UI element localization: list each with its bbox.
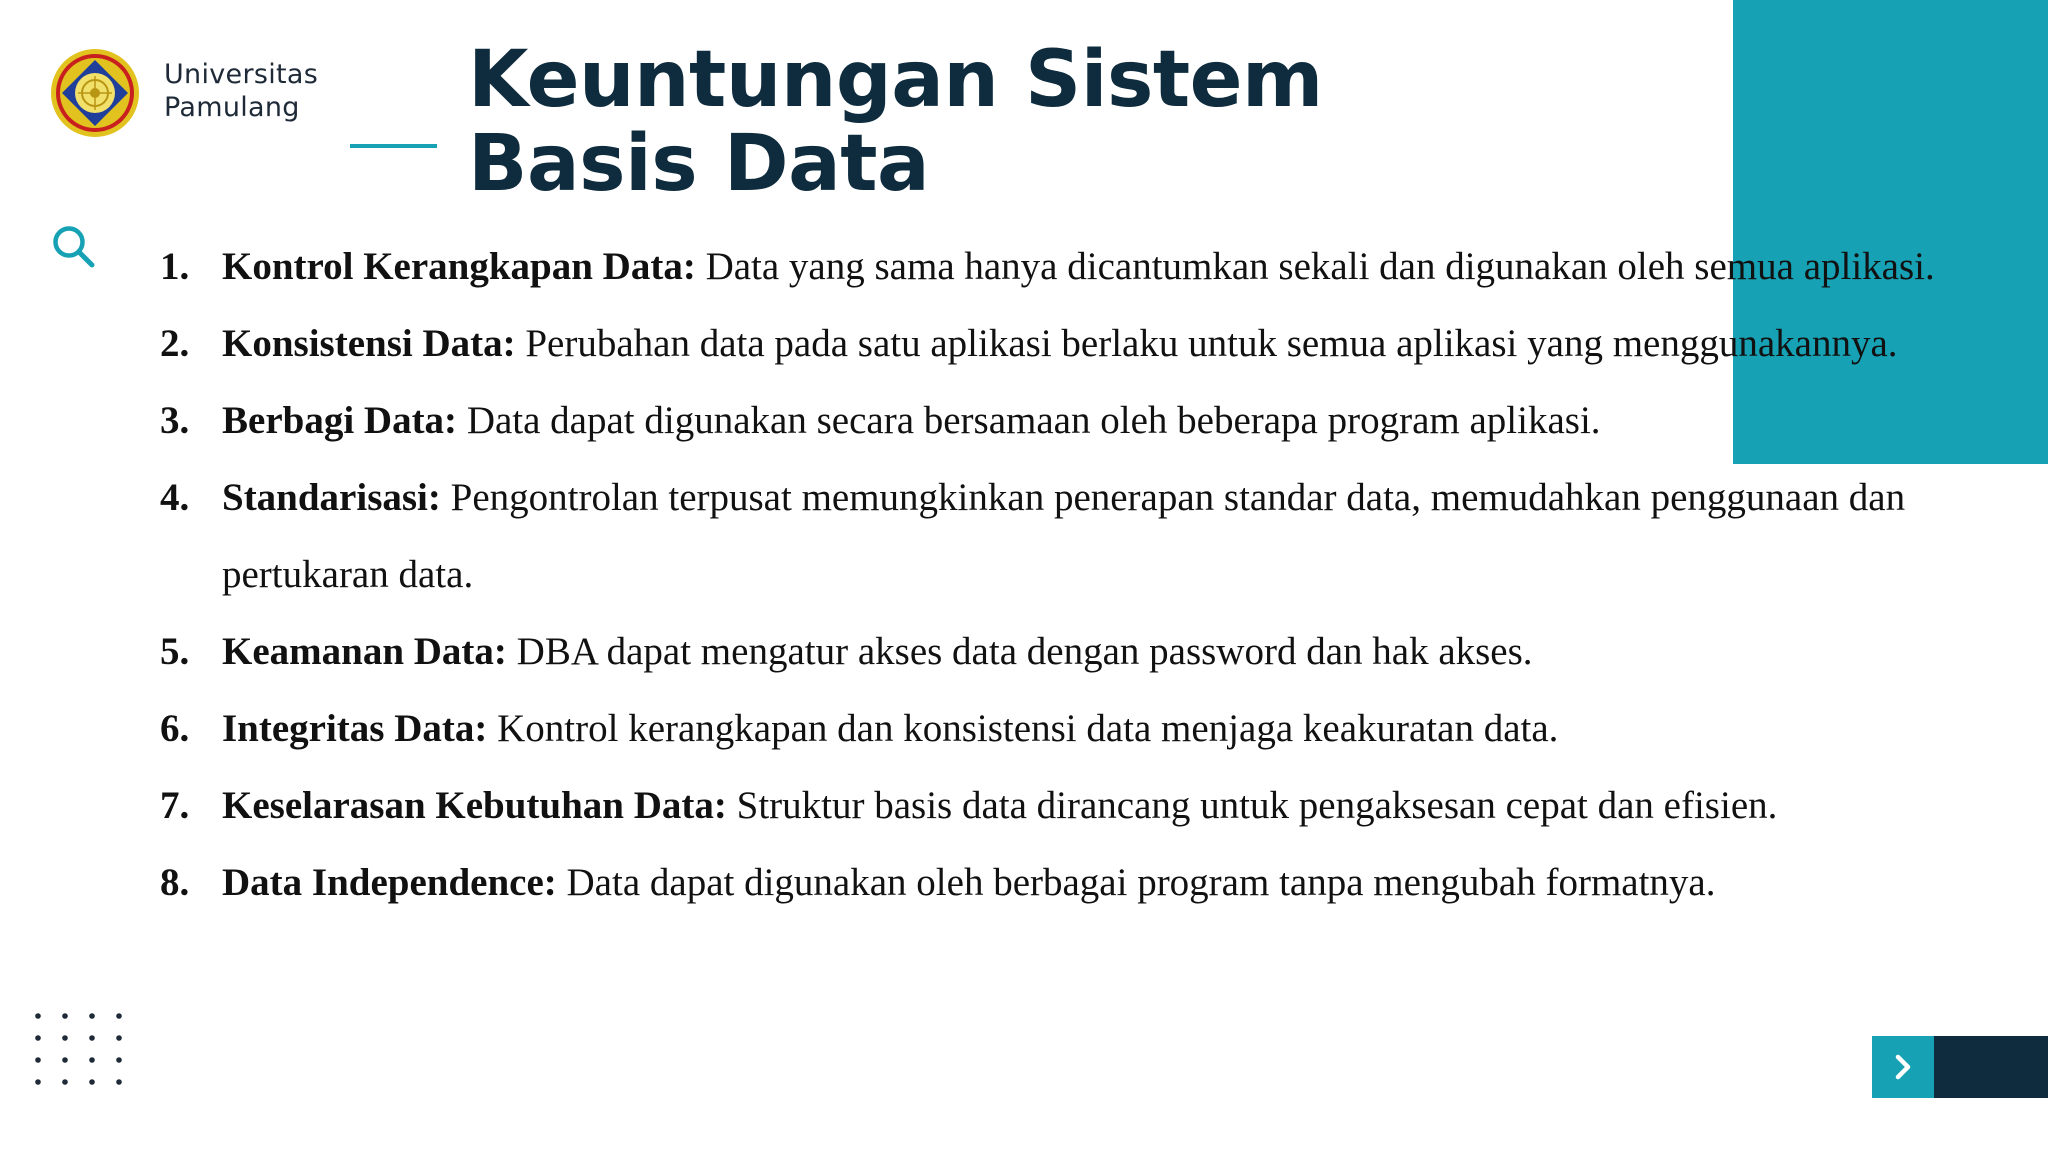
list-item-number: 2. [160,322,190,365]
list-item [160,305,1960,382]
list-item [160,382,1960,459]
list-item-description: Perubahan data pada satu aplikasi berlaku untuk semua aplikasi yang menggunakannya. [515,322,1898,365]
list-item-number: 8. [160,861,190,904]
title-accent-line [350,144,437,148]
list-item [160,767,1960,844]
list-item-description: Struktur basis data dirancang untuk pengaksesan cepat dan efisien. [726,784,1778,827]
next-slide-button[interactable] [1872,1036,1934,1098]
slide-title-line2: Basis Data [468,119,930,209]
list-item [160,459,1960,613]
decorative-dots [30,1008,140,1092]
list-item [160,613,1960,690]
slide-title-line1: Keuntungan Sistem [468,35,1323,125]
list-item-term: Keamanan Data: [222,630,507,673]
list-item-number: 1. [160,245,190,288]
university-name-line1: Universitas [164,59,319,90]
list-item-description: Data dapat digunakan oleh berbagai program tanpa mengubah formatnya. [556,861,1716,904]
list-item-term: Berbagi Data: [222,399,458,442]
slide-title [468,35,1323,209]
chevron-right-icon [1888,1052,1918,1082]
list-item-term: Kontrol Kerangkapan Data: [222,245,696,288]
list-item-term: Keselarasan Kebutuhan Data: [222,784,727,827]
list-item-description: Pengontrolan terpusat memungkinkan penerapan standar data, memudahkan penggunaan dan pertukaran data. [222,476,1906,596]
list-item-number: 7. [160,784,190,827]
list-item-number: 4. [160,476,190,519]
list-item-description: Data dapat digunakan secara bersamaan oleh beberapa program aplikasi. [457,399,1601,442]
list-item-number: 6. [160,707,190,750]
list-item-term: Integritas Data: [222,707,488,750]
list-item-term: Standarisasi: [222,476,441,519]
list-item-description: Data yang sama hanya dicantumkan sekali dan digunakan oleh semua aplikasi. [695,245,1935,288]
list-item-term: Konsistensi Data: [222,322,516,365]
list-item-term: Data Independence: [222,861,557,904]
list-item-number: 5. [160,630,190,673]
list-item-description: Kontrol kerangkapan dan konsistensi data menjaga keakuratan data. [487,707,1559,750]
university-logo [50,48,140,138]
list-item-number: 3. [160,399,190,442]
advantages-list [160,228,1960,921]
list-item [160,690,1960,767]
university-name [164,58,318,124]
list-item-description: DBA dapat mengatur akses data dengan password dan hak akses. [506,630,1533,673]
list-item [160,228,1960,305]
decorative-dark-bar [1933,1036,2048,1098]
list-item [160,844,1960,921]
search-icon [50,223,96,269]
university-name-line2: Pamulang [164,92,300,123]
